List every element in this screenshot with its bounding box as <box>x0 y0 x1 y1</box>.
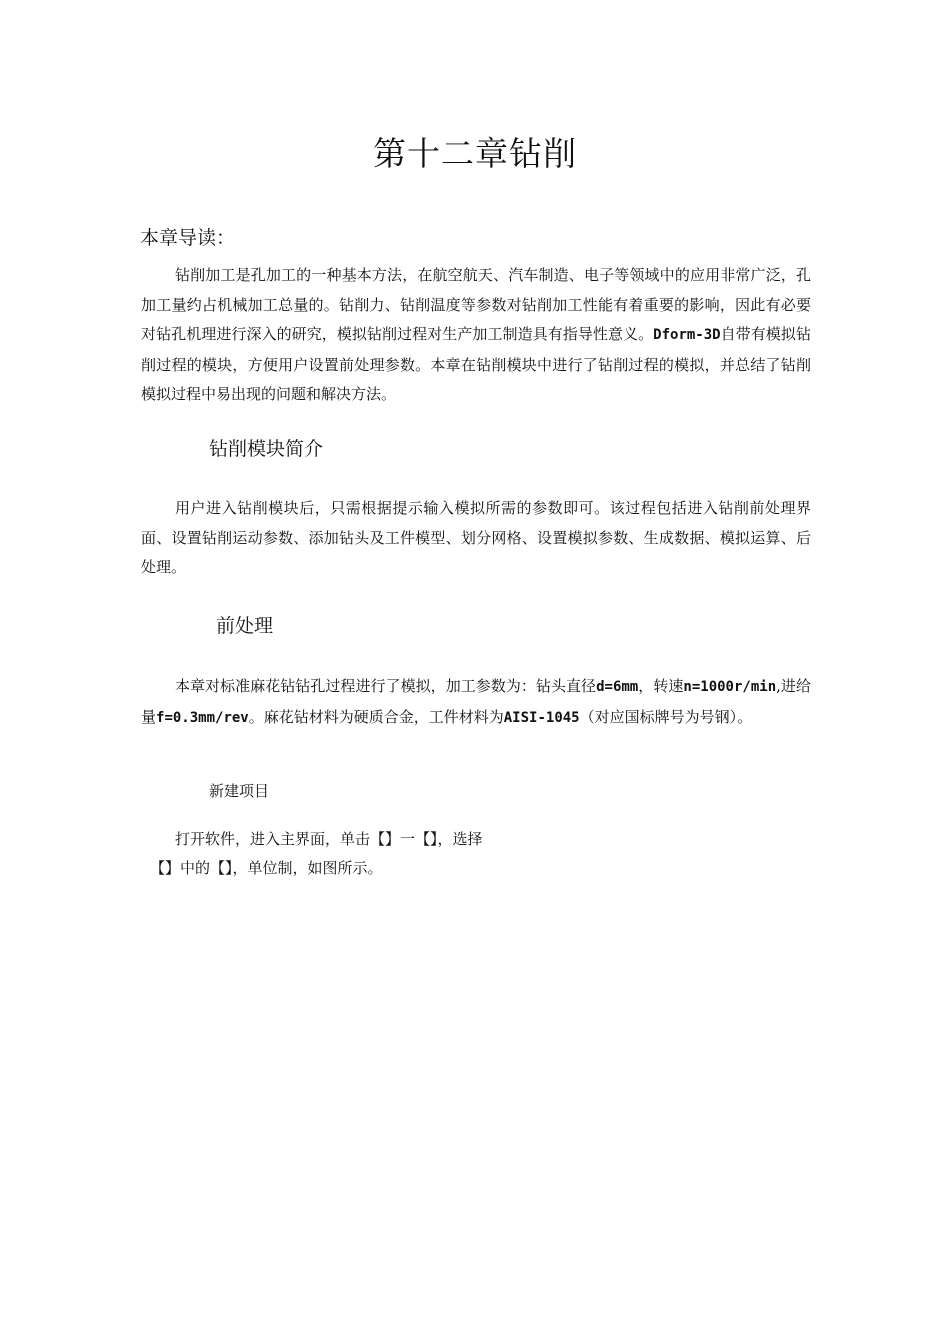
new-project-line-2: 【】中的【】，单位制，如图所示。 <box>150 859 383 877</box>
pre-text-5: （对应国标牌号为号钢）。 <box>579 707 753 726</box>
pre-text-4: 。麻花钻材料为硬质合金，工件材料为 <box>248 707 504 726</box>
workpiece-material-value: AISI-1045 <box>503 709 580 726</box>
intro-heading: 本章导读： <box>140 227 236 249</box>
preprocessing-heading: 前处理 <box>216 615 274 637</box>
drilling-module-paragraph: 用户进入钻削模块后，只需根据提示输入模拟所需的参数即可。该过程包括进入钻削前处理界面、设置钻削运动参数、添加钻头及工件模型、划分网格、设置模拟参数、生成数据、模拟运算、后处理。 <box>141 499 811 576</box>
pre-text-2: ，转速 <box>638 677 684 695</box>
new-project-line-1: 打开软件，进入主界面，单击【】一【】，选择 <box>175 830 483 848</box>
spindle-speed-value: n=1000r/min <box>683 679 777 695</box>
intro-text-a: 钻削加工是孔加工的一种基本方法，在航空航天、汽车制造、电子等领域中的应用非常广泛，孔加工量约占机械加工总量的。钻削力、钻削温度等参数对钻削加工性能有着重要的影响，因此有必要对钻孔机理进行深入的研究，模拟钻削过程对生产加工制造具有指导性意义。 <box>141 266 811 343</box>
drilling-module-heading: 钻削模块简介 <box>209 438 324 460</box>
intro-paragraph <box>141 261 811 410</box>
new-project-heading: 新建项目 <box>209 782 270 800</box>
intro-text-b: 自带有模拟钻削过程的模块，方便用户设置前处理参数。本章在钻削模块中进行了钻削过程的模拟，并总结了钻削模拟过程中易出现的问题和解决方法。 <box>141 325 811 403</box>
pre-text-3: ,进给量 <box>141 677 811 726</box>
pre-text-1: 本章对标准麻花钻钻孔过程进行了模拟，加工参数为：钻头直径 <box>175 677 597 695</box>
chapter-title: 第十二章钻削 <box>373 134 577 173</box>
drill-diameter-value: d=6mm <box>596 679 639 695</box>
feed-rate-value: f=0.3mm/rev <box>156 709 249 726</box>
software-name: Dform-3D <box>653 327 721 343</box>
preprocessing-paragraph <box>141 672 811 733</box>
